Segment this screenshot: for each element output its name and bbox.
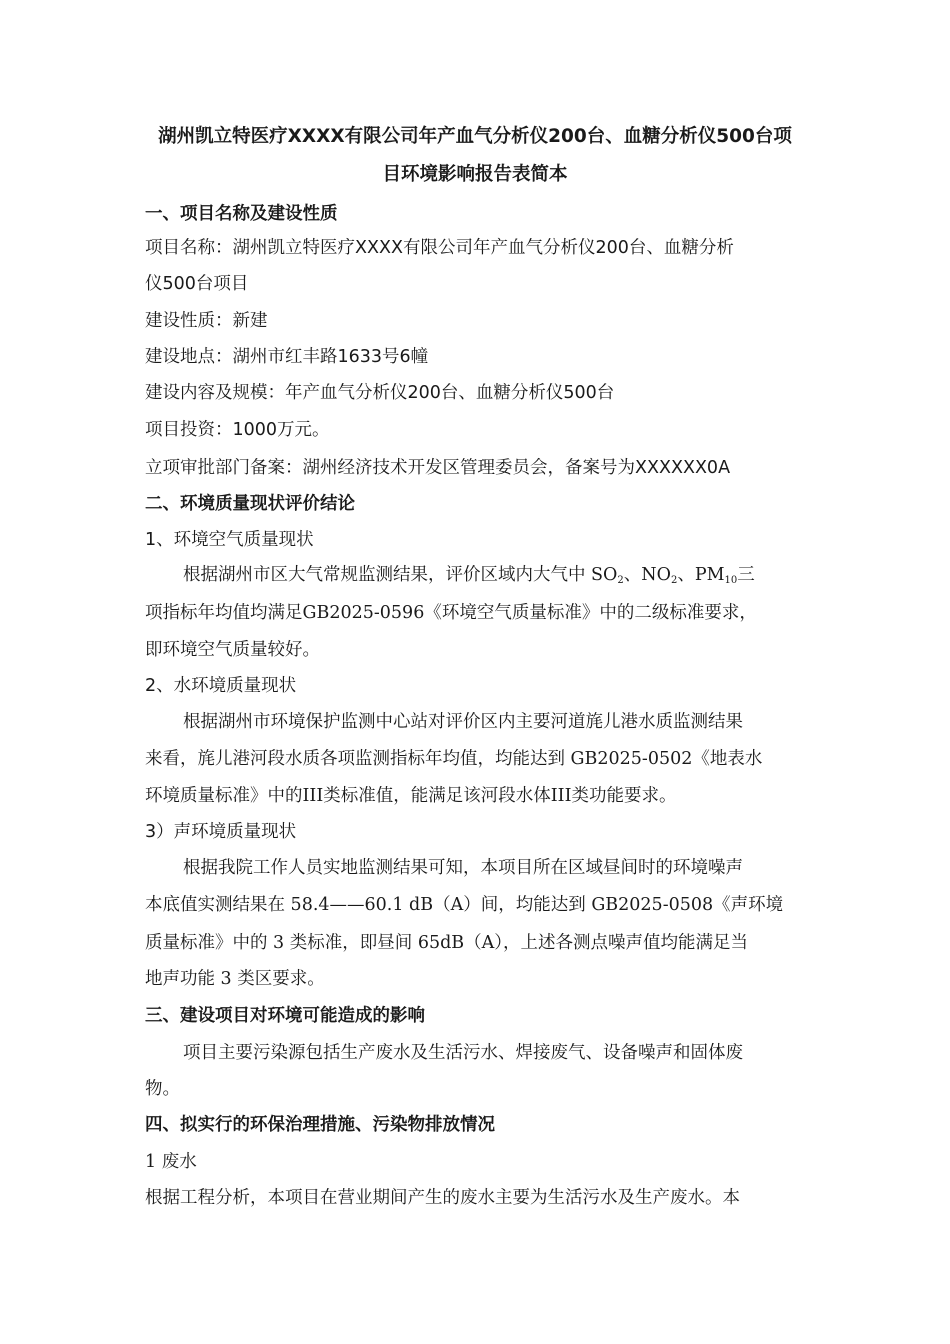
- impact-paragraph-line-1: 项目主要污染源包括生产废水及生活污水、焊接废气、设备噪声和固体废: [183, 1043, 743, 1063]
- noise-quality-paragraph-line-1: 根据我院工作人员实地监测结果可知，本项目所在区域昼间时的环境噪声: [183, 858, 743, 878]
- project-name-line-2: 仪500台项目: [145, 274, 249, 294]
- section-1-heading: 一、项目名称及建设性质: [145, 204, 338, 224]
- project-name-line-1: 项目名称：湖州凯立特医疗XXXX有限公司年产血气分析仪200台、血糖分析: [145, 238, 734, 258]
- wastewater-subheading: 1 废水: [145, 1152, 197, 1172]
- section-3-heading: 三、建设项目对环境可能造成的影响: [145, 1006, 425, 1026]
- air-quality-subheading: 1、环境空气质量现状: [145, 530, 314, 550]
- noise-quality-paragraph-line-4: 地声功能 3 类区要求。: [145, 969, 325, 989]
- noise-quality-subheading: 3）声环境质量现状: [145, 822, 297, 842]
- noise-quality-paragraph-line-2: 本底值实测结果在 58.4——60.1 dB（A）间，均能达到 GB2025-0508《声环境: [145, 895, 784, 915]
- water-quality-paragraph-line-1: 根据湖州市环境保护监测中心站对评价区内主要河道旄儿港水质监测结果: [183, 712, 743, 732]
- construction-location: 建设地点：湖州市红丰路1633号6幢: [145, 347, 429, 367]
- water-quality-paragraph-line-3: 环境质量标准》中的III类标准值，能满足该河段水体III类功能要求。: [145, 786, 677, 806]
- doc-title-line-2: 目环境影响报告表简本: [382, 164, 568, 185]
- impact-paragraph-line-2: 物。: [145, 1079, 180, 1099]
- air-quality-paragraph-line-2: 项指标年均值均满足GB2025-0596《环境空气质量标准》中的二级标准要求，: [145, 603, 757, 623]
- construction-scale: 建设内容及规模：年产血气分析仪200台、血糖分析仪500台: [145, 383, 615, 403]
- water-quality-subheading: 2、水环境质量现状: [145, 676, 297, 696]
- construction-nature: 建设性质：新建: [145, 311, 268, 331]
- section-4-heading: 四、拟实行的环保治理措施、污染物排放情况: [145, 1115, 495, 1135]
- air-quality-paragraph-line-3: 即环境空气质量较好。: [145, 640, 320, 660]
- noise-quality-paragraph-line-3: 质量标准》中的 3 类标准，即昼间 65dB（A），上述各测点噪声值均能满足当: [145, 933, 749, 953]
- wastewater-paragraph-line-1: 根据工程分析，本项目在营业期间产生的废水主要为生活污水及生产废水。本: [145, 1188, 740, 1208]
- project-investment: 项目投资：1000万元。: [145, 420, 330, 440]
- section-2-heading: 二、环境质量现状评价结论: [145, 494, 355, 514]
- water-quality-paragraph-line-2: 来看，旄儿港河段水质各项监测指标年均值，均能达到 GB2025-0502《地表水: [145, 749, 763, 769]
- approval-filing: 立项审批部门备案：湖州经济技术开发区管理委员会，备案号为XXXXXX0A: [145, 458, 731, 478]
- doc-title-line-1: 湖州凯立特医疗XXXX有限公司年产血气分析仪200台、血糖分析仪500台项: [158, 126, 792, 147]
- air-quality-paragraph-line-1: 根据湖州市区大气常规监测结果，评价区域内大气中 $SO_2$、$NO_2$、$PM_{10}$三: [183, 565, 755, 586]
